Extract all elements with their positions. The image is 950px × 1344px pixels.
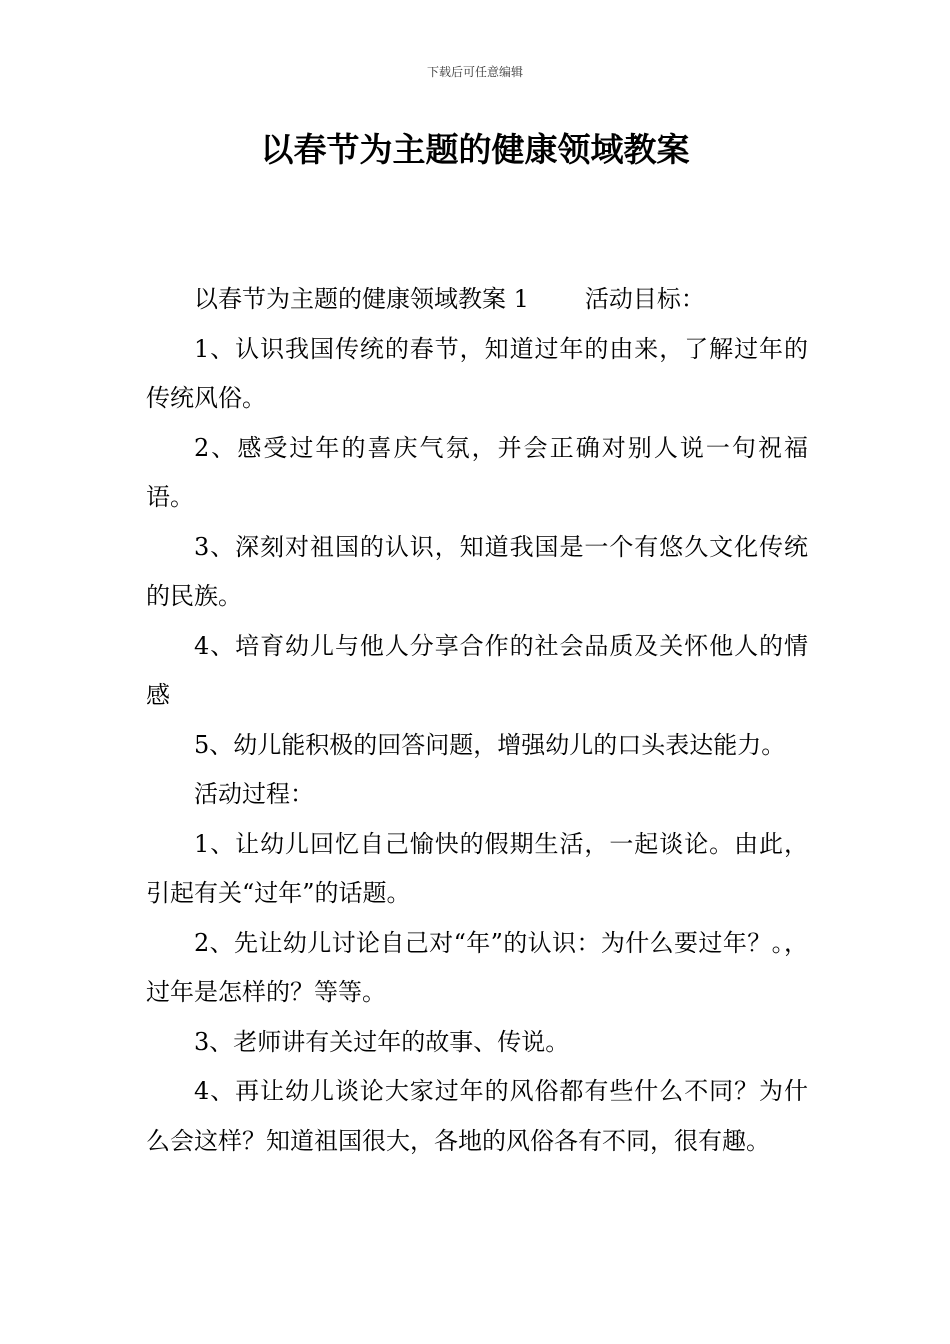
goal-item-1: 1、认识我国传统的春节，知道过年的由来，了解过年的传统风俗。 (146, 334, 808, 412)
intro-paragraph (146, 275, 808, 325)
process-item-1: 1、让幼儿回忆自己愉快的假期生活，一起谈论。由此，引起有关“过年”的话题。 (146, 829, 808, 907)
process-item-3: 3、老师讲有关过年的故事、传说。 (194, 1027, 570, 1056)
goals-heading: 活动目标： (584, 285, 705, 313)
goal-item-3: 3、深刻对祖国的认识，知道我国是一个有悠久文化传统的民族。 (146, 532, 808, 610)
process-item-2: 2、先让幼儿讨论自己对“年”的认识：为什么要过年？。，过年是怎样的？等等。 (146, 928, 808, 1006)
process-heading: 活动过程： (194, 780, 314, 808)
header-note: 下载后可任意编辑 (426, 65, 523, 79)
document-body (146, 275, 808, 1166)
goal-item-5: 5、幼儿能积极的回答问题，增强幼儿的口头表达能力。 (194, 730, 786, 759)
document-title: 以春节为主题的健康领域教案 (260, 130, 690, 169)
process-item-4: 4、再让幼儿谈论大家过年的风俗都有些什么不同？为什么会这样？知道祖国很大，各地的风俗各有不同，很有趣。 (146, 1077, 808, 1155)
goal-item-2: 2、感受过年的喜庆气氛，并会正确对别人说一句祝福语。 (146, 433, 808, 511)
document-name: 以春节为主题的健康领域教案 1 (194, 285, 529, 313)
goal-item-4: 4、培育幼儿与他人分享合作的社会品质及关怀他人的情感 (146, 631, 808, 709)
